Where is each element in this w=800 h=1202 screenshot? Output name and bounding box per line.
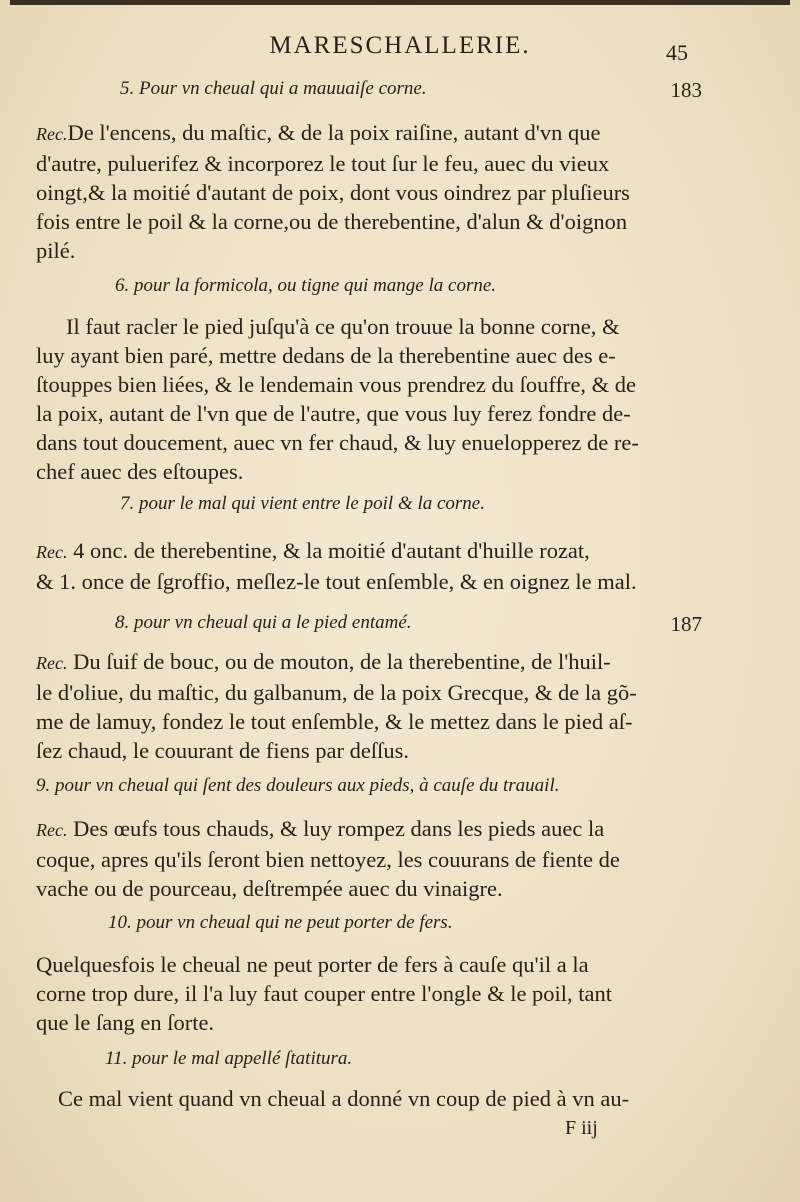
section-title: Pour vn cheual qui a mauuaiſe corne. bbox=[139, 78, 427, 99]
running-title: MARESCHALLERIE. bbox=[269, 32, 531, 59]
text-line: Ce mal vient quand vn cheual a donné vn coup de pied à vn au- bbox=[58, 1086, 630, 1111]
text-line: pilé. bbox=[36, 238, 76, 263]
section-heading bbox=[108, 912, 453, 934]
section-heading bbox=[36, 775, 559, 797]
text-line: Quelquesfois le cheual ne peut porter de fers à cauſe qu'il a la bbox=[36, 952, 589, 977]
section-body bbox=[36, 647, 706, 765]
folio-number: 45 bbox=[666, 40, 688, 65]
text-line: dans tout doucement, auec vn fer chaud, & luy enuelopperez de re- bbox=[36, 430, 639, 455]
text-line: que le ſang en ſorte. bbox=[36, 1010, 215, 1035]
section-number: 8. bbox=[115, 612, 130, 633]
text-line: Rec. Des œufs tous chauds, & luy rompez dans les pieds auec la bbox=[36, 816, 605, 841]
section-heading bbox=[115, 612, 412, 634]
section-number: 11. bbox=[105, 1048, 128, 1069]
margin-reference: 183 bbox=[670, 78, 702, 102]
margin-reference: 187 bbox=[670, 612, 702, 636]
section-number: 6. bbox=[115, 275, 130, 296]
text-line: & 1. once de ſgroffio, meſlez-le tout enſemble, & en oignez le mal. bbox=[36, 569, 637, 594]
text-line: coque, apres qu'ils ſeront bien nettoyez, les couurans de fiente de bbox=[36, 847, 620, 872]
top-rule bbox=[10, 0, 790, 5]
text-line: le d'oliue, du maſtic, du galbanum, de la poix Grecque, & de la gõ- bbox=[36, 680, 637, 705]
text-line: Il faut racler le pied juſqu'à ce qu'on trouue la bonne corne, & bbox=[66, 314, 620, 339]
section-body bbox=[36, 341, 706, 486]
section-title: pour le mal qui vient entre le poil & la corne. bbox=[139, 493, 485, 514]
signature-mark: F iij bbox=[565, 1117, 598, 1139]
section-title: pour vn cheual qui ſent des douleurs aux pieds, à cauſe du trauail. bbox=[55, 775, 560, 796]
text-line: Rec. Du ſuif de bouc, ou de mouton, de la therebentine, de l'huil- bbox=[36, 649, 611, 674]
section-body bbox=[36, 118, 706, 265]
text-line: luy ayant bien paré, mettre dedans de la therebentine auec des e- bbox=[36, 343, 616, 368]
text-line: me de lamuy, fondez le tout enſemble, & le mettez dans le pied aſ- bbox=[36, 709, 633, 734]
recipe-label: Rec. bbox=[36, 124, 68, 144]
section-heading bbox=[120, 78, 427, 100]
text-line: Rec.De l'encens, du maſtic, & de la poix raiſine, autant d'vn que bbox=[36, 120, 601, 145]
section-body bbox=[58, 1084, 708, 1113]
section-body bbox=[36, 536, 706, 596]
section-body bbox=[36, 814, 706, 903]
text-line: la poix, autant de l'vn que de l'autre, que vous luy ferez fondre de- bbox=[36, 401, 631, 426]
section-body bbox=[66, 312, 706, 341]
text-line: chef auec des eſtoupes. bbox=[36, 459, 244, 484]
section-number: 9. bbox=[36, 775, 51, 796]
section-heading bbox=[105, 1048, 352, 1070]
section-title: pour le mal appellé ſtatitura. bbox=[132, 1048, 353, 1069]
section-title: pour vn cheual qui ne peut porter de fers. bbox=[136, 912, 453, 933]
recipe-label: Rec. bbox=[36, 820, 68, 840]
section-heading bbox=[115, 275, 496, 297]
section-title: pour la formicola, ou tigne qui mange la corne. bbox=[134, 275, 497, 296]
section-heading bbox=[120, 493, 485, 515]
text-line: oingt,& la moitié d'autant de poix, dont vous oindrez par pluſieurs bbox=[36, 180, 630, 205]
recipe-label: Rec. bbox=[36, 542, 68, 562]
text-line: vache ou de pourceau, deſtrempée auec du vinaigre. bbox=[36, 876, 503, 901]
text-line: fois entre le poil & la corne,ou de therebentine, d'alun & d'oignon bbox=[36, 209, 628, 234]
section-title: pour vn cheual qui a le pied entamé. bbox=[134, 612, 412, 633]
section-number: 5. bbox=[120, 78, 135, 99]
section-number: 7. bbox=[120, 493, 135, 514]
text-line: corne trop dure, il l'a luy faut couper entre l'ongle & le poil, tant bbox=[36, 981, 613, 1006]
section-body bbox=[36, 950, 706, 1037]
text-line: d'autre, puluerifez & incorporez le tout ſur le feu, auec du vieux bbox=[36, 151, 610, 176]
recipe-label: Rec. bbox=[36, 653, 68, 673]
text-line: Rec. 4 onc. de therebentine, & la moitié d'autant d'huille rozat, bbox=[36, 538, 590, 563]
text-line: ſez chaud, le couurant de fiens par deſſus. bbox=[36, 738, 409, 763]
text-line: ſtouppes bien liées, & le lendemain vous prendrez du ſouffre, & de bbox=[36, 372, 637, 397]
section-number: 10. bbox=[108, 912, 132, 933]
